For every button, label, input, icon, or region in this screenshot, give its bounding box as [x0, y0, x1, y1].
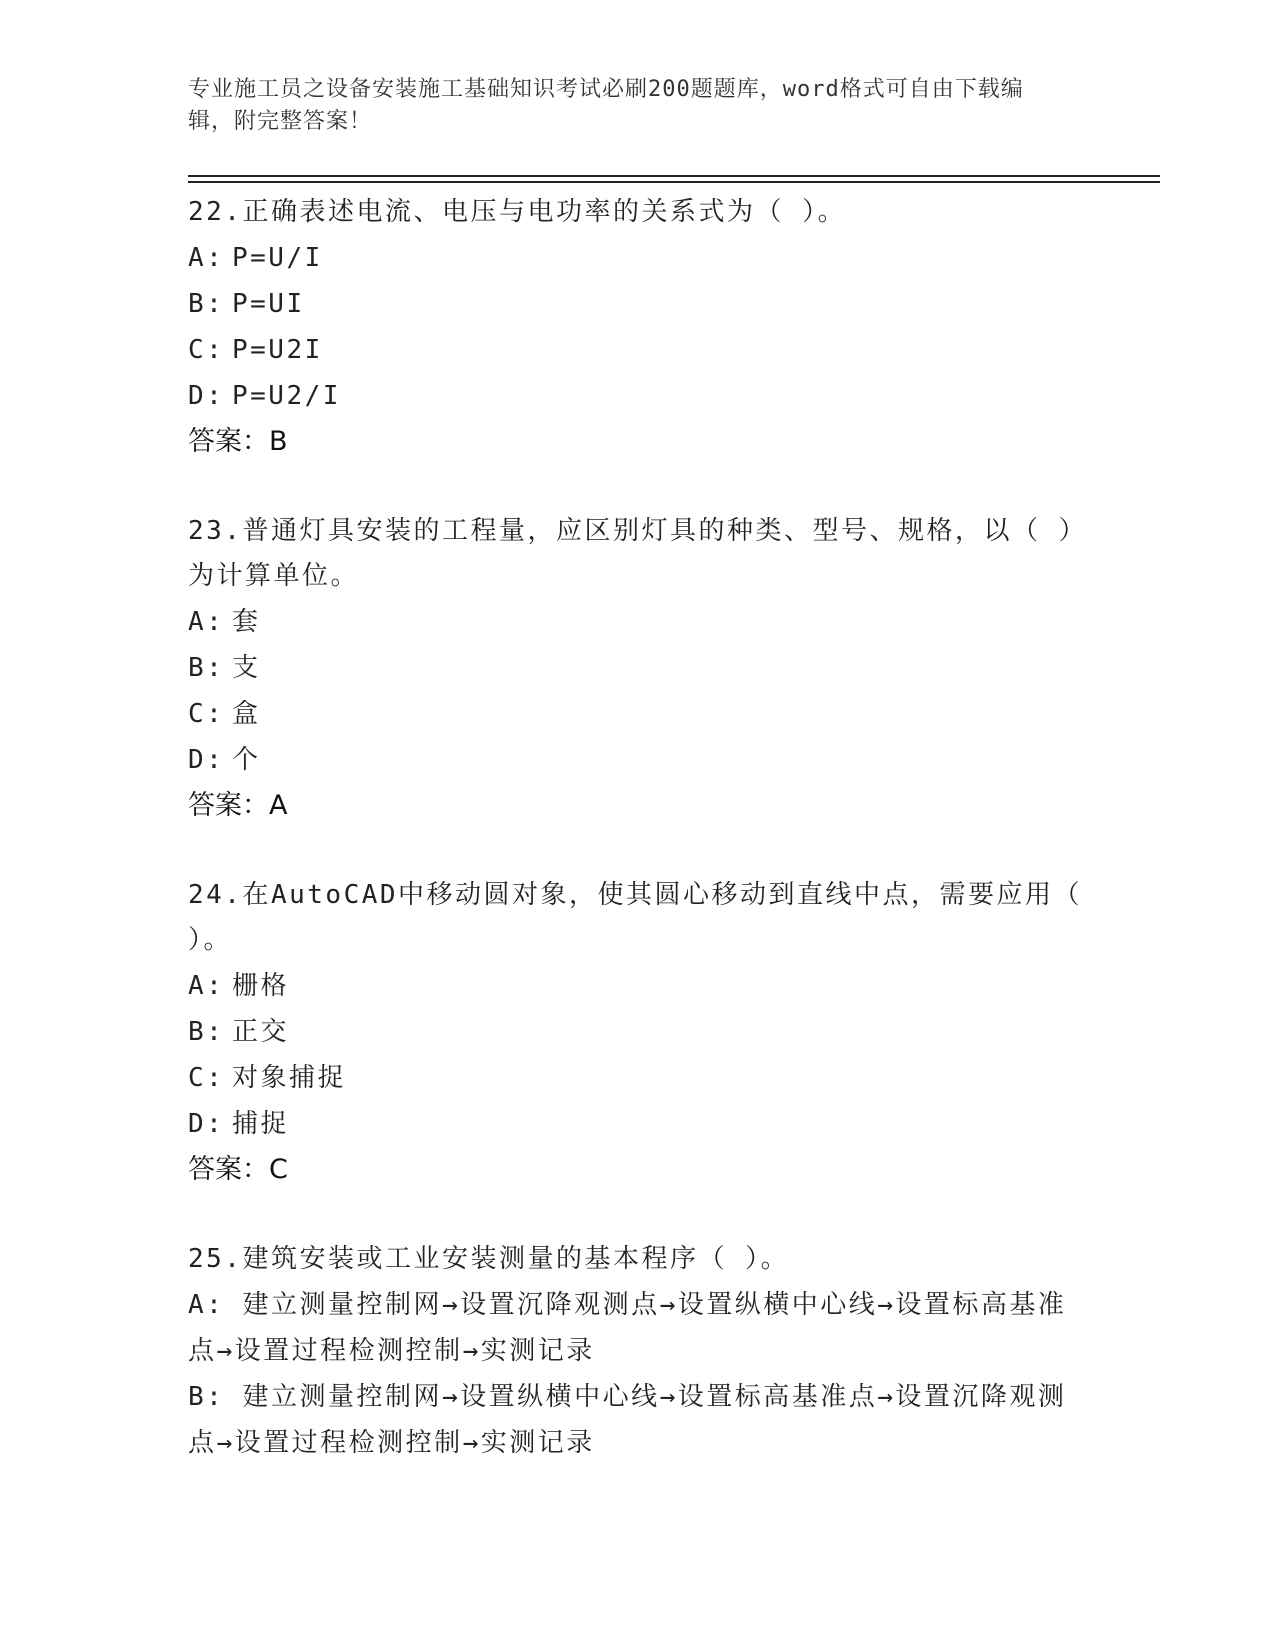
option-key: A:: [188, 971, 225, 1001]
option-b: [188, 281, 1088, 327]
option-d: [188, 737, 1088, 783]
question-24: [188, 873, 1088, 1193]
header-divider-bottom: [188, 181, 1160, 183]
header-divider-top: [188, 175, 1160, 177]
option-text: 建立测量控制网→设置沉降观测点→设置纵横中心线→设置标高基准点→设置过程检测控制→实测记录: [188, 1290, 1067, 1366]
option-text: 盒: [232, 699, 261, 729]
option-d: [188, 373, 1088, 419]
option-text: 建立测量控制网→设置纵横中心线→设置标高基准点→设置沉降观测点→设置过程检测控制→实测记录: [188, 1382, 1067, 1458]
option-a: [188, 963, 1088, 1009]
option-text: P=U/I: [232, 243, 323, 273]
question-22: [188, 190, 1088, 465]
option-key: A:: [188, 243, 225, 273]
question-list: [188, 190, 1088, 1510]
option-a: [188, 1282, 1088, 1374]
option-text: 捕捉: [232, 1109, 290, 1139]
question-stem: 22.正确表述电流、电压与电功率的关系式为（ ）。: [188, 197, 847, 227]
option-text: P=UI: [232, 289, 305, 319]
option-key: B:: [188, 289, 225, 319]
answer-label: 答案：B: [188, 426, 288, 457]
option-text: 套: [232, 607, 261, 637]
option-text: 正交: [232, 1017, 290, 1047]
answer-label: 答案：A: [188, 790, 288, 821]
option-key: C:: [188, 699, 225, 729]
option-key: B:: [188, 653, 225, 683]
question-stem: 24.在AutoCAD中移动圆对象，使其圆心移动到直线中点，需要应用（ ）。: [188, 880, 1083, 955]
option-key: A:: [188, 607, 225, 637]
question-23: [188, 509, 1088, 829]
option-key: B:: [188, 1017, 225, 1047]
option-text: 个: [232, 745, 261, 775]
option-b: [188, 645, 1088, 691]
option-key: D:: [188, 381, 225, 411]
document-header: 专业施工员之设备安装施工基础知识考试必刷200题题库，word格式可自由下载编辑，附完整答案！: [188, 77, 1024, 134]
option-c: [188, 327, 1088, 373]
option-text: P=U2/I: [232, 381, 341, 411]
option-key: C:: [188, 335, 225, 365]
option-b: [188, 1009, 1088, 1055]
option-c: [188, 1055, 1088, 1101]
option-key: D:: [188, 745, 225, 775]
question-stem: 25.建筑安装或工业安装测量的基本程序（ ）。: [188, 1244, 790, 1274]
option-key: D:: [188, 1109, 225, 1139]
option-key: B:: [188, 1382, 225, 1412]
option-key: C:: [188, 1063, 225, 1093]
question-stem: 23.普通灯具安装的工程量，应区别灯具的种类、型号、规格，以（ ）为计算单位。: [188, 516, 1088, 591]
option-d: [188, 1101, 1088, 1147]
option-a: [188, 235, 1088, 281]
option-a: [188, 599, 1088, 645]
answer-label: 答案：C: [188, 1154, 288, 1185]
option-c: [188, 691, 1088, 737]
option-b: [188, 1374, 1088, 1466]
question-25: [188, 1237, 1088, 1466]
option-text: 栅格: [232, 971, 290, 1001]
option-key: A:: [188, 1290, 225, 1320]
option-text: P=U2I: [232, 335, 323, 365]
option-text: 支: [232, 653, 261, 683]
option-text: 对象捕捉: [232, 1063, 347, 1093]
